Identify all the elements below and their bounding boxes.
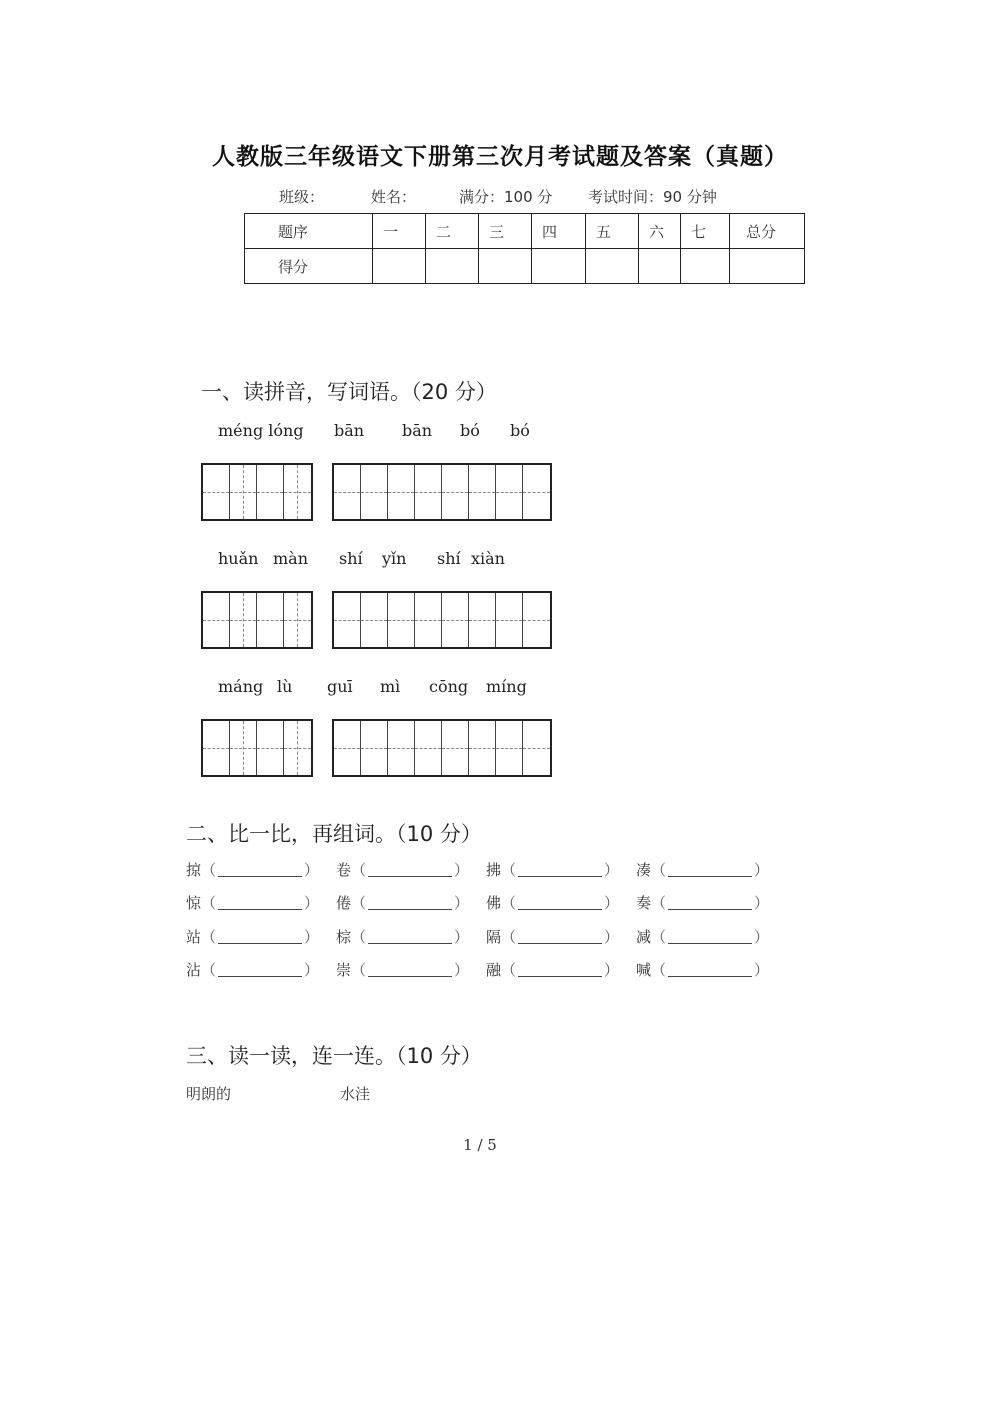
close-paren: ） <box>604 894 620 912</box>
word-item <box>186 959 319 980</box>
open-paren: （ <box>651 961 667 979</box>
pinyin: bó <box>460 421 480 440</box>
pinyin: xiàn <box>471 549 505 568</box>
match-right-item[interactable]: 水洼 <box>340 1085 371 1103</box>
word-item <box>486 959 619 980</box>
close-paren: ） <box>754 928 770 946</box>
score-input-cell[interactable] <box>532 249 586 284</box>
open-paren: （ <box>351 861 367 879</box>
word-char: 崇 <box>336 961 352 979</box>
close-paren: ） <box>454 894 470 912</box>
answer-blank[interactable] <box>368 929 452 944</box>
close-paren: ） <box>754 894 770 912</box>
word-char: 倦 <box>336 894 352 912</box>
word-item <box>636 892 769 913</box>
score-input-cell[interactable] <box>586 249 639 284</box>
close-paren: ） <box>604 961 620 979</box>
close-paren: ） <box>454 861 470 879</box>
answer-blank[interactable] <box>368 962 452 977</box>
section2-heading: 二、比一比，再组词。（10 分） <box>186 822 482 846</box>
word-item <box>486 892 619 913</box>
pinyin: cōng <box>429 677 469 696</box>
score-input-cell[interactable] <box>681 249 730 284</box>
close-paren: ） <box>304 961 320 979</box>
close-paren: ） <box>454 961 470 979</box>
word-item <box>336 859 469 880</box>
page-title: 人教版三年级语文下册第三次月考试题及答案（真题） <box>212 144 788 170</box>
open-paren: （ <box>651 928 667 946</box>
open-paren: （ <box>351 928 367 946</box>
table-cell: 七 <box>681 214 730 249</box>
writing-grid[interactable] <box>201 591 313 649</box>
answer-blank[interactable] <box>668 929 752 944</box>
answer-blank[interactable] <box>218 895 302 910</box>
answer-blank[interactable] <box>518 929 602 944</box>
word-item <box>636 859 769 880</box>
word-char: 拂 <box>486 861 502 879</box>
full-score: 满分：100 分 <box>459 188 553 206</box>
pinyin: màn <box>273 549 309 568</box>
table-cell: 一 <box>373 214 426 249</box>
score-table <box>244 213 805 284</box>
close-paren: ） <box>304 928 320 946</box>
open-paren: （ <box>651 894 667 912</box>
answer-blank[interactable] <box>218 962 302 977</box>
word-char: 卷 <box>336 861 352 879</box>
pinyin: mì <box>380 677 401 696</box>
pinyin: huǎn <box>218 549 259 568</box>
answer-blank[interactable] <box>218 862 302 877</box>
answer-blank[interactable] <box>668 962 752 977</box>
open-paren: （ <box>201 961 217 979</box>
open-paren: （ <box>351 961 367 979</box>
exam-time: 考试时间：90 分钟 <box>588 188 717 206</box>
answer-blank[interactable] <box>518 862 602 877</box>
answer-blank[interactable] <box>668 895 752 910</box>
open-paren: （ <box>201 928 217 946</box>
score-table-score-row <box>245 249 805 284</box>
section3-heading: 三、读一读，连一连。（10 分） <box>186 1044 482 1068</box>
answer-blank[interactable] <box>518 895 602 910</box>
word-item <box>186 892 319 913</box>
answer-blank[interactable] <box>668 862 752 877</box>
table-cell: 六 <box>639 214 681 249</box>
word-item <box>336 892 469 913</box>
page-number: 1 / 5 <box>463 1136 497 1154</box>
pinyin: méng lóng <box>218 421 304 440</box>
score-input-cell[interactable] <box>373 249 426 284</box>
close-paren: ） <box>304 894 320 912</box>
close-paren: ） <box>604 928 620 946</box>
word-item <box>486 926 619 947</box>
word-char: 掠 <box>186 861 202 879</box>
open-paren: （ <box>501 928 517 946</box>
word-char: 惊 <box>186 894 202 912</box>
name-label: 姓名： <box>371 188 417 206</box>
writing-grid[interactable] <box>332 591 552 649</box>
open-paren: （ <box>351 894 367 912</box>
answer-blank[interactable] <box>368 862 452 877</box>
table-cell: 二 <box>426 214 479 249</box>
pinyin: míng <box>486 677 527 696</box>
table-cell: 四 <box>532 214 586 249</box>
close-paren: ） <box>754 861 770 879</box>
close-paren: ） <box>754 961 770 979</box>
section1-heading: 一、读拼音，写词语。（20 分） <box>201 380 497 404</box>
pinyin: lù <box>277 677 293 696</box>
word-char: 佛 <box>486 894 502 912</box>
table-cell: 总分 <box>730 214 805 249</box>
writing-grid[interactable] <box>332 719 552 777</box>
pinyin: bān <box>334 421 365 440</box>
score-input-cell[interactable] <box>639 249 681 284</box>
answer-blank[interactable] <box>518 962 602 977</box>
word-char: 站 <box>186 928 202 946</box>
writing-grid[interactable] <box>332 463 552 521</box>
match-left-item[interactable]: 明朗的 <box>186 1085 232 1103</box>
word-item <box>186 859 319 880</box>
pinyin: yǐn <box>382 549 407 568</box>
close-paren: ） <box>304 861 320 879</box>
word-char: 融 <box>486 961 502 979</box>
pinyin: bān <box>402 421 433 440</box>
close-paren: ） <box>454 928 470 946</box>
writing-grid[interactable] <box>201 719 313 777</box>
score-input-cell[interactable] <box>730 249 805 284</box>
word-item <box>186 926 319 947</box>
open-paren: （ <box>201 894 217 912</box>
table-cell: 得分 <box>245 249 373 284</box>
word-item <box>636 959 769 980</box>
open-paren: （ <box>501 894 517 912</box>
score-input-cell[interactable] <box>479 249 532 284</box>
table-cell: 三 <box>479 214 532 249</box>
word-item <box>336 926 469 947</box>
open-paren: （ <box>501 861 517 879</box>
table-cell: 五 <box>586 214 639 249</box>
answer-blank[interactable] <box>368 895 452 910</box>
word-char: 喊 <box>636 961 652 979</box>
pinyin: shí <box>437 549 461 568</box>
pinyin: bó <box>510 421 530 440</box>
class-label: 班级： <box>279 188 325 206</box>
answer-blank[interactable] <box>218 929 302 944</box>
word-char: 凑 <box>636 861 652 879</box>
pinyin: guī <box>327 677 353 696</box>
close-paren: ） <box>604 861 620 879</box>
score-input-cell[interactable] <box>426 249 479 284</box>
pinyin: máng <box>218 677 264 696</box>
pinyin: shí <box>339 549 363 568</box>
word-char: 奏 <box>636 894 652 912</box>
word-char: 棕 <box>336 928 352 946</box>
table-cell: 题序 <box>245 214 373 249</box>
word-char: 隔 <box>486 928 502 946</box>
writing-grid[interactable] <box>201 463 313 521</box>
open-paren: （ <box>651 861 667 879</box>
open-paren: （ <box>201 861 217 879</box>
open-paren: （ <box>501 961 517 979</box>
word-item <box>636 926 769 947</box>
word-char: 减 <box>636 928 652 946</box>
word-item <box>486 859 619 880</box>
word-item <box>336 959 469 980</box>
score-table-header-row <box>245 214 805 249</box>
word-char: 沾 <box>186 961 202 979</box>
